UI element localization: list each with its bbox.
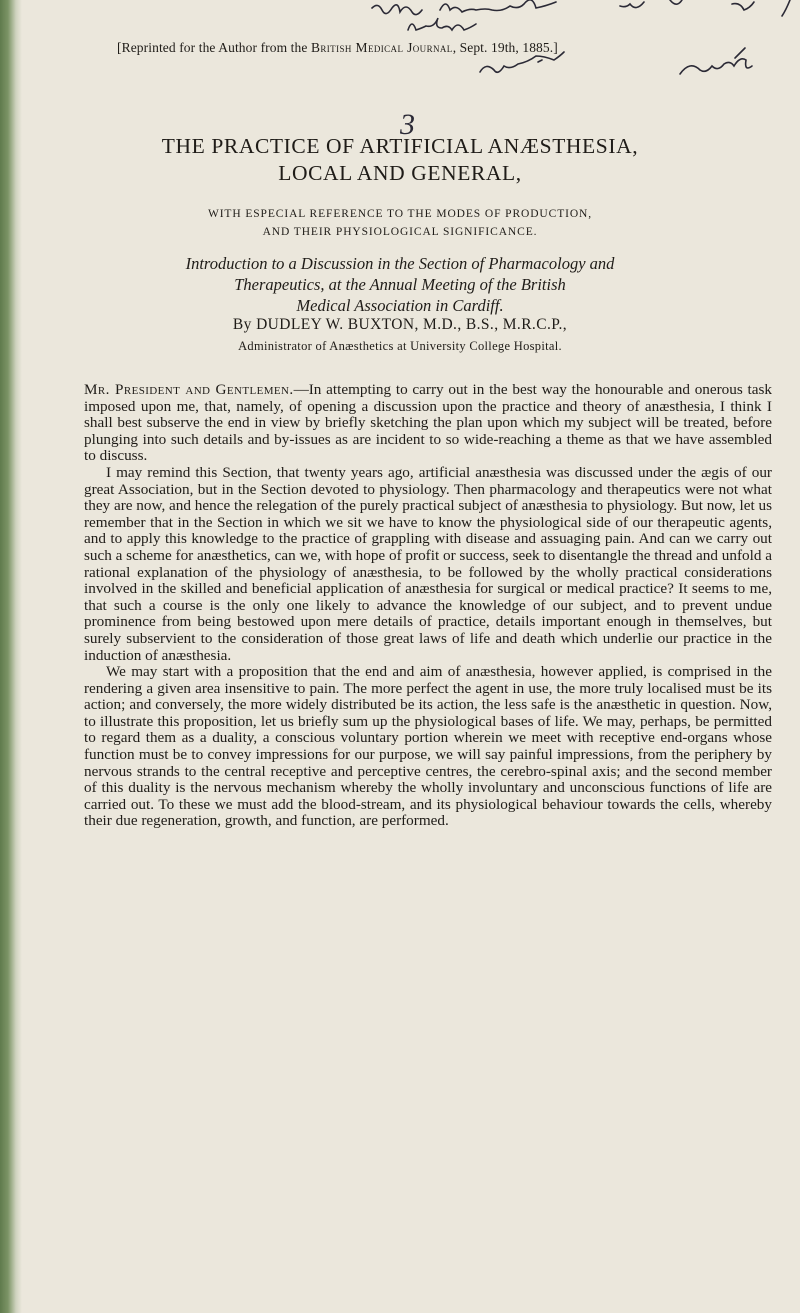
page-edge (0, 0, 22, 1313)
author-affiliation: Administrator of Anæsthetics at University College Hospital. (238, 339, 562, 353)
author-byline: By DUDLEY W. BUXTON, M.D., B.S., M.R.C.P., (232, 316, 568, 333)
title-line-1: THE PRACTICE OF ARTIFICIAL ANÆSTHESIA, (161, 134, 639, 158)
journal-name: British Medical Journal (310, 40, 453, 55)
reprint-notice (40, 40, 760, 56)
paragraph-3: We may start with a proposition that the end and aim of anæsthesia, however applied, is comprised in the rendering a given area insensitive to pain. The more perfect the agent in use, the more truly localised must be its action; and conversely, the more widely distributed be its action, the less safe is the anæsthetic in question. Now, to illustrate this proposition, let us briefly sum up the physiological bases of life. We may, perhaps, be permitted to regard them as a duality, a conscious voluntary portion wherein we meet with receptive end-organs whose function must be to convey impressions for our purpose, we will say painful impressions, from the periphery by nervous strands to the central receptive and perceptive centres, the cerebro-spinal axis; and the second member of this duality is the nervous mechanism whereby the wholly involuntary and unconscious functions of life are carried out. To these we must add the blood-stream, and its physiological behaviour towards the cells, whereby their due regeneration, growth, and function, are performed. (84, 663, 772, 830)
reprint-prefix: [Reprinted for the Author from the (117, 40, 308, 55)
paragraph-1 (84, 382, 772, 465)
subtitle-line-1: WITH ESPECIAL REFERENCE TO THE MODES OF PRODUCTION, (207, 208, 593, 220)
article-subtitle (40, 205, 760, 241)
introduction-line-1: Introduction to a Discussion in the Section of Pharmacology and (185, 254, 615, 273)
introduction-note (40, 253, 760, 316)
article-body (84, 382, 772, 830)
introduction-line-3: Medical Association in Cardiff. (296, 296, 504, 315)
introduction-line-2: Therapeutics, at the Annual Meeting of the British (234, 275, 566, 294)
title-line-2: LOCAL AND GENERAL, (278, 161, 522, 185)
paragraph-1-text: —In attempting to carry out in the best way the honourable and onerous task imposed upon me, that, namely, of opening a discussion upon the practice and theory of anæsthesia, I think I shall best subserve the end in view by briefly sketching the plan upon which my subject will be treated, before plunging into such details and by-issues as are incident to so wide-reaching a theme as that we have assembled to discuss. (84, 381, 772, 465)
salutation: Mr. President and Gentlemen. (84, 381, 294, 398)
reprint-date: , Sept. 19th, 1885.] (452, 40, 558, 55)
article-title (40, 133, 760, 187)
subtitle-line-2: AND THEIR PHYSIOLOGICAL SIGNIFICANCE. (262, 226, 538, 238)
page-number: 3 (400, 108, 415, 141)
paragraph-2: I may remind this Section, that twenty years ago, artificial anæsthesia was discussed under the ægis of our great Association, but in the Section devoted to physiology. Then pharmacology and therapeutics were not what they are now, and hence the relegation of the purely practical subject of anæsthesia to physiology. But now, let us remember that in the Section in which we sit we have to know the physiological side of our therapeutic agents, and to apply this knowledge to the practice of grappling with disease and assuaging pain. And can we carry out such a scheme for anæsthetics, can we, with hope of profit or success, seek to disentangle the thread and unfold a rational explanation of the physiology of anæsthesia, to be followed by the wholly practical considerations involved in the skilled and beneficial application of anæsthesia for surgical or medical practice? It seems to me, that such a course is the only one likely to advance the knowledge of our subject, and to prevent undue prominence from being bestowed upon mere details of practice, details important enough in themselves, but surely subservient to the consideration of those great laws of life and death which underlie our practice in the induction of anæsthesia. (84, 463, 772, 664)
